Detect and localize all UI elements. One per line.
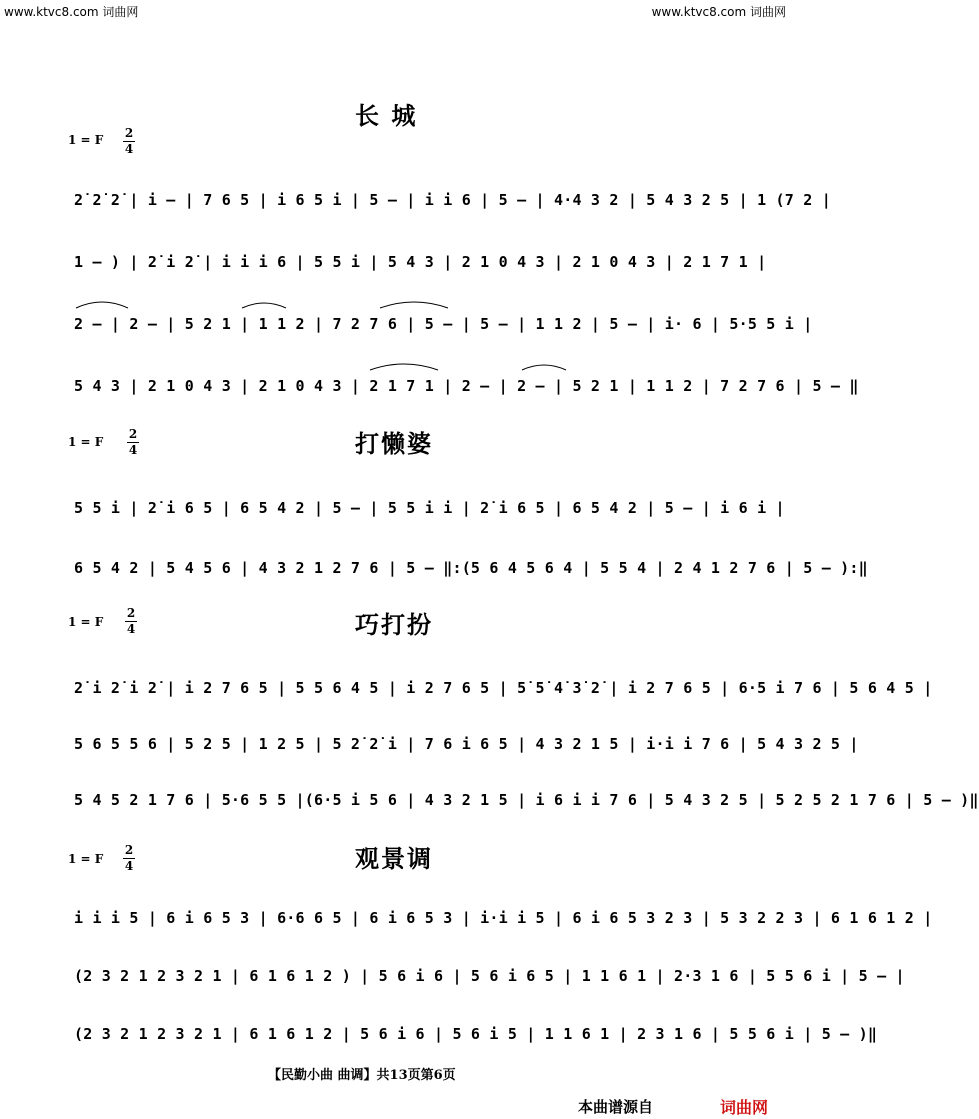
- score-line: 5 6 5 5 6 | 5 2 5 | 1 2 5 | 5 2̇ 2̇ i | 7 6 i 6 5 | 4 3 2 1 5 | i·i i 7 6 | 5 4 3 2 5 |: [74, 735, 859, 753]
- score-line: 5 5 i | 2̇ i 6 5 | 6 5 4 2 | 5 – | 5 5 i i | 2̇ i 6 5 | 6 5 4 2 | 5 – | i 6 i |: [74, 499, 785, 517]
- score-line: 2 – | 2 – | 5 2 1 | 1 1 2 | 7 2 7 6 | 5 – | 5 – | 1 1 2 | 5 – | i· 6 | 5·5 5 i |: [74, 315, 813, 333]
- song-title: 观景调: [355, 844, 433, 873]
- site-logo[interactable]: 词曲网: [720, 1098, 769, 1117]
- time-signature: [122, 127, 136, 156]
- time-signature: [126, 428, 140, 457]
- watermark-right: www.ktvc8.com 词曲网: [651, 5, 786, 19]
- watermark-left: www.ktvc8.com 词曲网: [4, 5, 139, 19]
- time-signature: [122, 844, 136, 873]
- score-line: i i i 5 | 6 i 6 5 3 | 6·6 6 5 | 6 i 6 5 3 | i·i i 5 | 6 i 6 5 3 2 3 | 5 3 2 2 3 | 6 1 6 1 2 |: [74, 909, 933, 927]
- score-line: (2 3 2 1 2 3 2 1 | 6 1 6 1 2 ) | 5 6 i 6 | 5 6 i 6 5 | 1 1 6 1 | 2·3 1 6 | 5 5 6 i | 5 – |: [74, 967, 905, 985]
- score-line: 5 4 5 2 1 7 6 | 5·6 5 5 |(6·5 i 5 6 | 4 3 2 1 5 | i 6 i i 7 6 | 5 4 3 2 5 | 5 2 5 2 1 7 6 | 5 – )‖: [74, 791, 979, 809]
- score-line: 6 5 4 2 | 5 4 5 6 | 4 3 2 1 2 7 6 | 5 – ‖:(5 6 4 5 6 4 | 5 5 4 | 2 4 1 2 7 6 | 5 – ):‖: [74, 559, 868, 577]
- song-title: 巧打扮: [355, 610, 433, 639]
- time-top: 2: [124, 843, 134, 857]
- slur-marks: [74, 358, 734, 372]
- source-note: 本曲谱源自: [578, 1098, 654, 1116]
- key-signature: 1 = F: [68, 852, 104, 866]
- time-top: 2: [128, 427, 138, 441]
- time-bottom: 4: [124, 859, 134, 873]
- song-title: 打懒婆: [355, 429, 433, 458]
- key-signature: 1 = F: [68, 435, 104, 449]
- time-top: 2: [124, 126, 134, 140]
- time-top: 2: [126, 606, 136, 620]
- key-signature: 1 = F: [68, 615, 104, 629]
- score-line: (2 3 2 1 2 3 2 1 | 6 1 6 1 2 | 5 6 i 6 | 5 6 i 5 | 1 1 6 1 | 2 3 1 6 | 5 5 6 i | 5 – )‖: [74, 1025, 878, 1043]
- time-bottom: 4: [126, 622, 136, 636]
- time-bottom: 4: [124, 142, 134, 156]
- key-signature: 1 = F: [68, 133, 104, 147]
- score-line: 5 4 3 | 2 1 0 4 3 | 2 1 0 4 3 | 2 1 7 1 | 2 – | 2 – | 5 2 1 | 1 1 2 | 7 2 7 6 | 5 – ‖: [74, 377, 859, 395]
- score-line: 1 – ) | 2̇ i 2̇ | i i i 6 | 5 5 i | 5 4 3 | 2 1 0 4 3 | 2 1 0 4 3 | 2 1 7 1 |: [74, 253, 767, 271]
- page-footer: 【民勤小曲 曲调】共13页第6页: [268, 1068, 456, 1083]
- slur-marks: [74, 296, 734, 310]
- song-title: 长 城: [355, 101, 418, 130]
- time-signature: [124, 607, 138, 636]
- score-line: 2̇ i 2̇ i 2̇ | i 2 7 6 5 | 5 5 6 4 5 | i 2 7 6 5 | 5̇ 5̇ 4̇ 3̇ 2̇ | i 2 7 6 5 | 6·5 i 7 6 | 5 6 4 5 |: [74, 679, 933, 697]
- time-bottom: 4: [128, 443, 138, 457]
- score-line: 2̇ 2̇ 2̇ | i – | 7 6 5 | i 6 5 i | 5 – | i i 6 | 5 – | 4·4 3 2 | 5 4 3 2 5 | 1 (7 2 |: [74, 191, 831, 209]
